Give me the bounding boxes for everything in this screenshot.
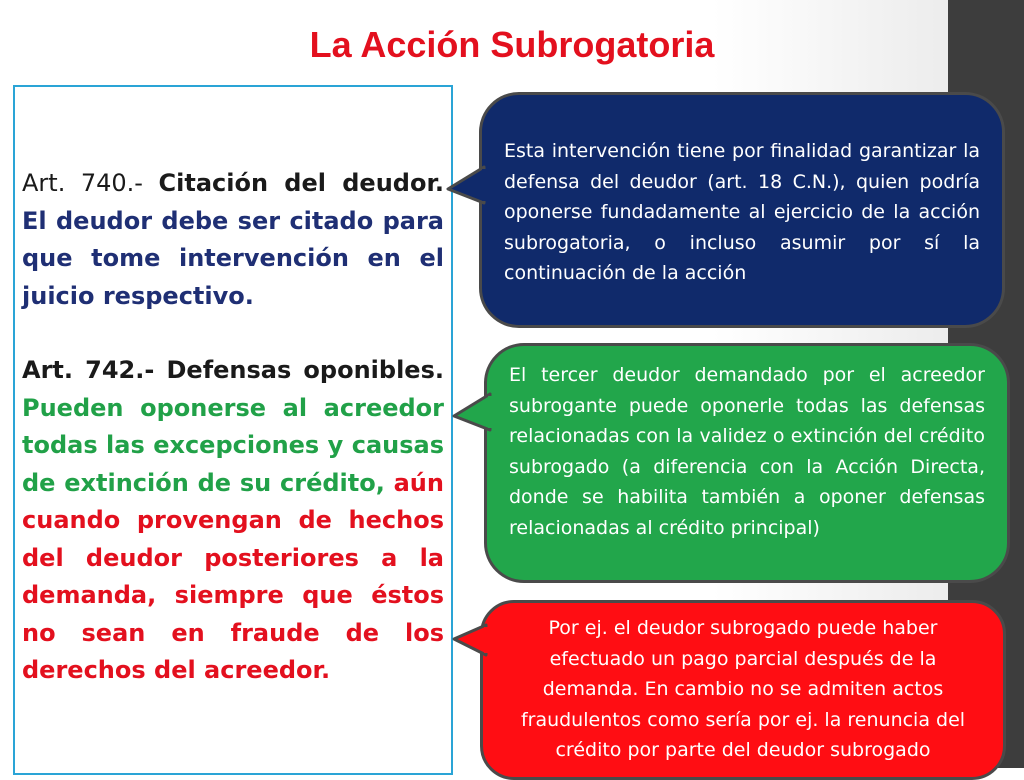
art-740-paragraph	[22, 165, 444, 315]
slide-title: La Acción Subrogatoria	[309, 24, 715, 65]
callout-red	[480, 600, 1006, 780]
callout-pointer-icon	[454, 625, 494, 665]
art-740-body: El deudor debe ser citado para que tome intervención en el juicio respectivo.	[22, 206, 444, 310]
callout-pointer-icon	[454, 394, 494, 434]
callout-pointer-icon	[448, 167, 488, 207]
art-742-green-text: Pueden oponerse al acreedor todas las excepciones y causas de extinción de su crédito,	[22, 393, 444, 497]
art-740-heading: Citación del deudor.	[158, 169, 444, 197]
callout-green-text: El tercer deudor demandado por el acreedor subrogante puede oponerle todas las defensas relacionadas con la validez o extinción del crédito subrogado (a diferencia con la Acción Directa, donde se habilita también a oponer defensas relacionadas al crédito principal)	[509, 364, 985, 539]
callout-navy-text: Esta intervención tiene por finalidad garantizar la defensa del deudor (art. 18 C.N.), quien podría oponerse fundadamente al ejercicio de la acción subrogatoria, o incluso asumir por sí la continuación de la acción	[504, 140, 980, 285]
art-742-paragraph	[22, 352, 444, 690]
callout-green	[484, 343, 1010, 583]
callout-red-text: Por ej. el deudor subrogado puede haber efectuado un pago parcial después de la demanda. En cambio no se admiten actos fraudulentos como sería por ej. la renuncia del crédito por parte del deudor subrogado	[520, 617, 966, 762]
callout-navy	[479, 92, 1005, 328]
art-740-prefix: Art. 740.-	[22, 169, 159, 197]
articles-text	[22, 165, 444, 690]
art-742-heading: Art. 742.- Defensas oponibles.	[22, 356, 444, 384]
art-742-red-text: aún cuando provengan de hechos del deudor posteriores a la demanda, siempre que éstos no sean en fraude de los derechos del acreedor.	[22, 468, 444, 684]
paragraph-gap	[22, 315, 444, 352]
